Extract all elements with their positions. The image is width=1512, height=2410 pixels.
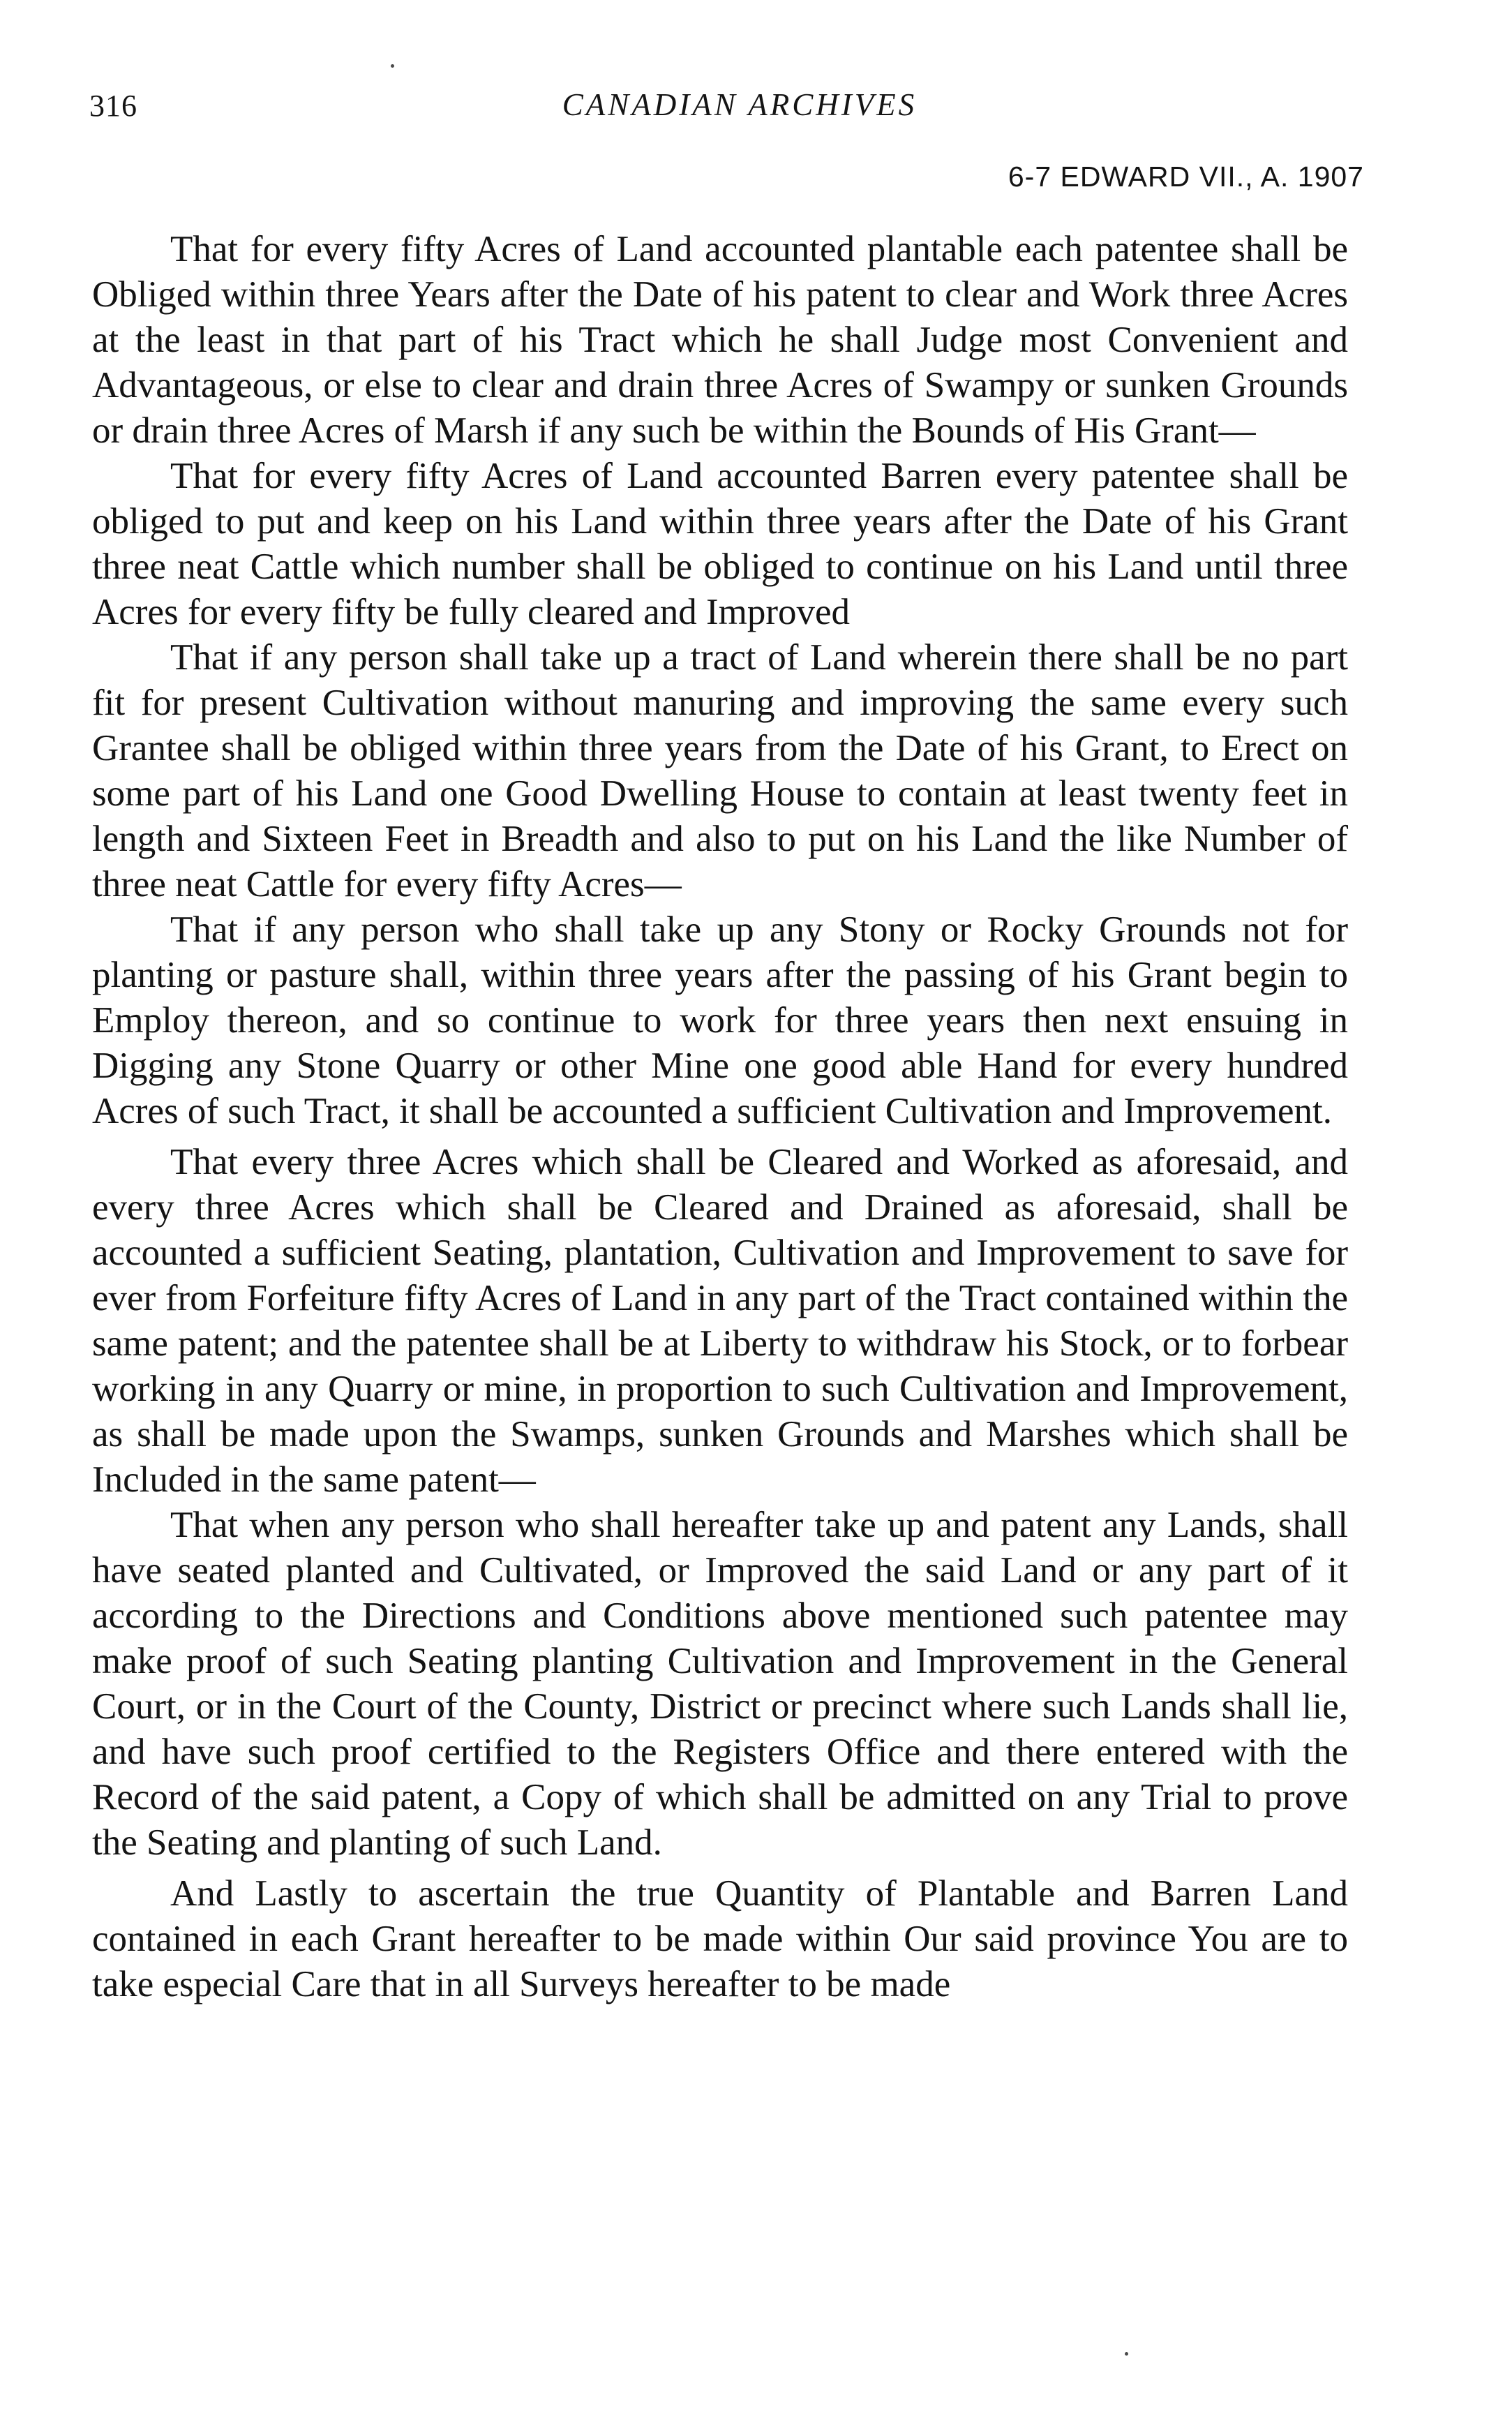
paragraph-no-present-cultivation: That if any person shall take up a tract of Land wherein there shall be no part fit for present Cultivation without manuring and improving the same every such Grantee shall be obliged within three years from the Date of his Grant, to Erect on some part of his Land one Good Dwelling House to contain at least twenty feet in length and Sixteen Feet in Breadth and also to put on his Land the like Number of three neat Cattle for every fifty Acres— — [92, 637, 1348, 905]
body-text — [92, 227, 1348, 2007]
paragraph-cultivation-plantable: That for every fifty Acres of Land accounted plantable each patentee shall be Obliged within three Years after the Date of his patent to clear and Work three Acres at the least in that part of his Tract which he shall Judge most Convenient and Advantageous, or else to clear and drain three Acres of Swampy or sunken Grounds or drain three Acres of Marsh if any such be within the Bounds of His Grant— — [92, 229, 1348, 451]
scan-speck-bottom — [1125, 2352, 1128, 2356]
paragraph-seating-plantation: That every three Acres which shall be Cleared and Worked as aforesaid, and every three Acres which shall be Cleared and Drained as aforesaid, shall be accounted a sufficient Seating, plantation, Cultivation and Improvement to save for ever from Forfeiture fifty Acres of Land in any part of the Tract contained within the same patent; and the patentee shall be at Liberty to withdraw his Stock, or to forbear working in any Quarry or mine, in proportion to such Cultivation and Improvement, as shall be made upon the Swamps, sunken Grounds and Marshes which shall be Included in the same patent— — [92, 1142, 1348, 1500]
scan-speck-top — [391, 64, 394, 68]
paragraph-barren-land: That for every fifty Acres of Land accounted Barren every patentee shall be obliged to put and keep on his Land within three years after the Date of his Grant three neat Cattle which number shall be obliged to continue on his Land until three Acres for every fifty be fully cleared and Improved — [92, 456, 1348, 632]
paragraph-stony-grounds: That if any person who shall take up any Stony or Rocky Grounds not for planting or pasture shall, within three years after the passing of his Grant begin to Employ thereon, and so continue to work for three years then next ensuing in Digging any Stone Quarry or other Mine one good able Hand for every hundred Acres of such Tract, it shall be accounted a sufficient Cultivation and Improvement. — [92, 909, 1348, 1131]
paragraph-surveys: And Lastly to ascertain the true Quantity of Plantable and Barren Land contained in each Grant hereafter to be made within Our said province You are to take especial Care that in all Surveys hereafter to be made — [92, 1873, 1348, 2004]
session-label: 6-7 EDWARD VII., A. 1907 — [1008, 161, 1364, 193]
page-number: 316 — [89, 89, 137, 123]
running-title: CANADIAN ARCHIVES — [562, 87, 918, 122]
paragraph-proof-of-seating: That when any person who shall hereafter take up and patent any Lands, shall have seated planted and Cultivated, or Improved the said Land or any part of it according to the Directions and Conditions above mentioned such patentee may make proof of such Seating planting Cultivation and Improvement in the General Court, or in the Court of the County, District or precinct where such Lands shall lie, and have such proof certified to the Registers Office and there entered with the Record of the said patent, a Copy of which shall be admitted on any Trial to prove the Seating and planting of such Land. — [92, 1505, 1348, 1863]
